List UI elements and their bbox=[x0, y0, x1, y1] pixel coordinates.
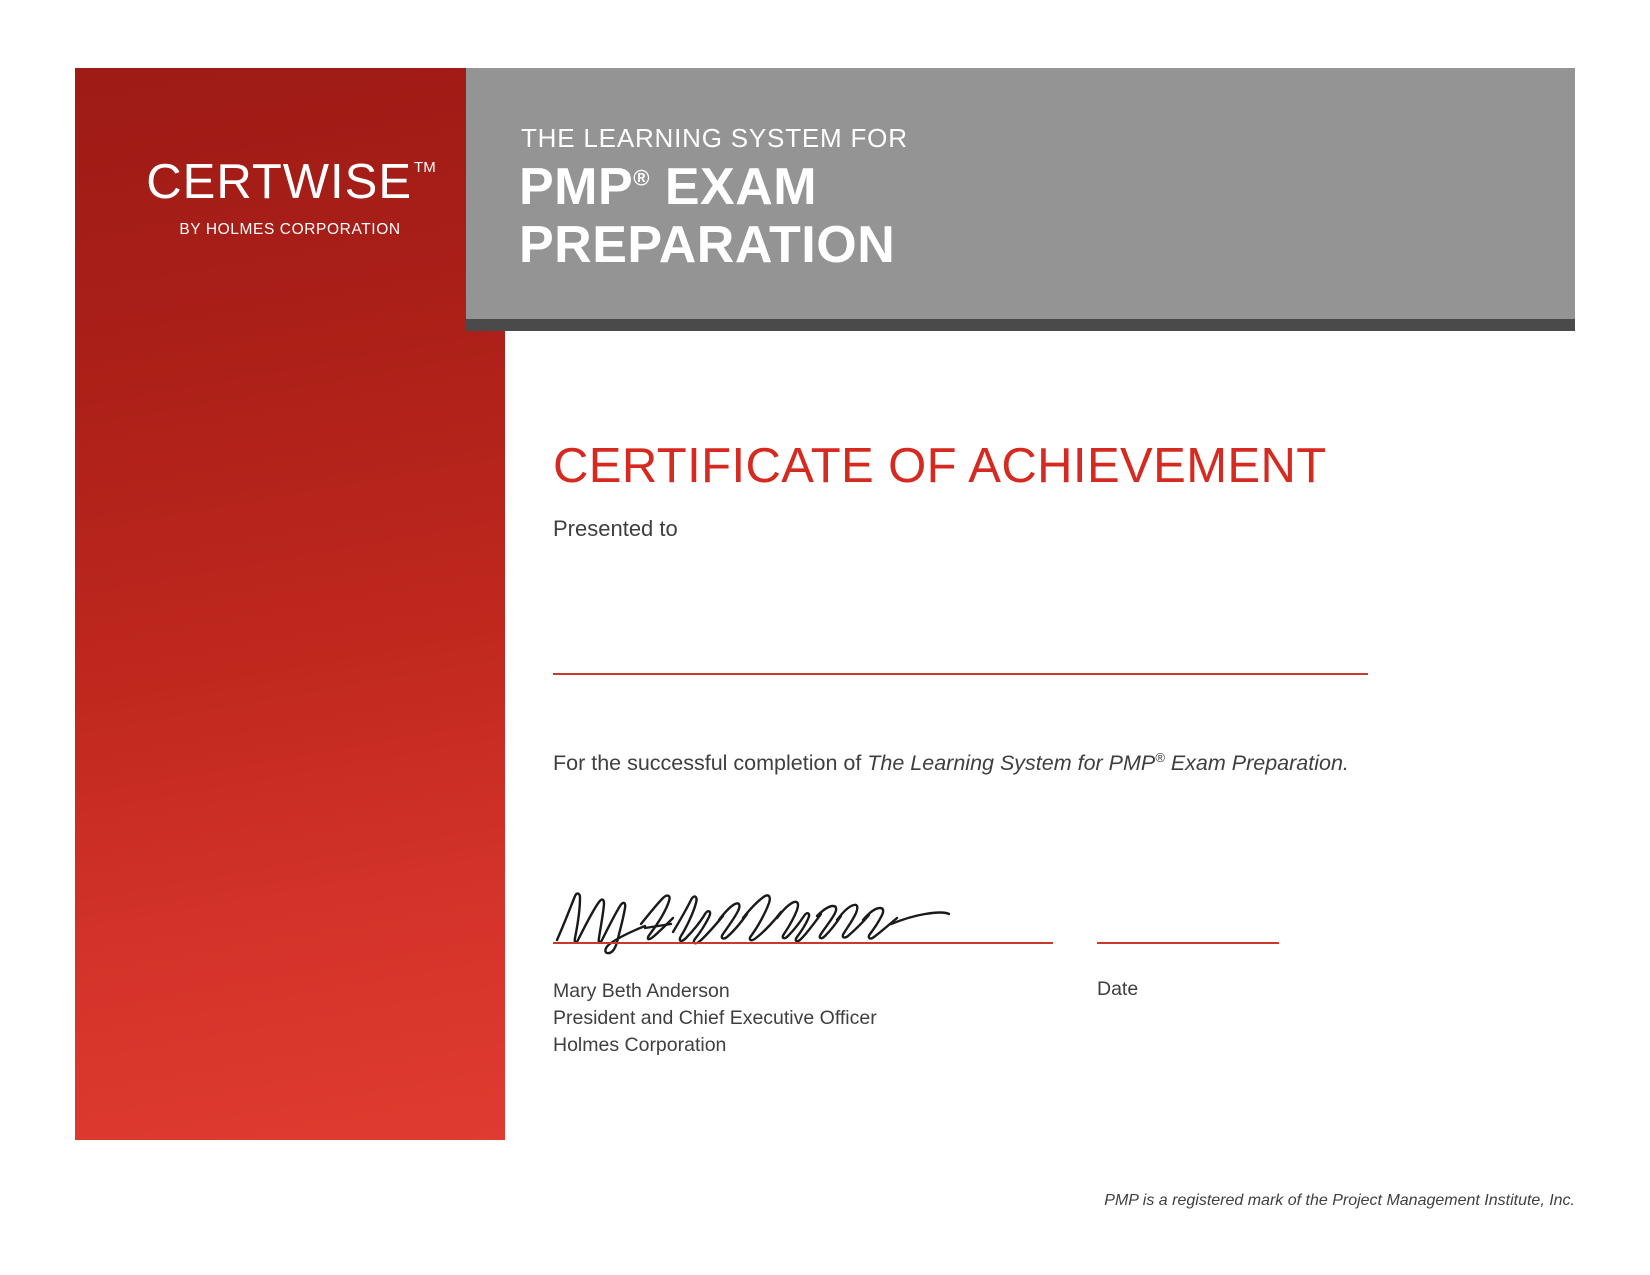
banner-title bbox=[519, 158, 895, 274]
trademark-symbol: TM bbox=[414, 159, 436, 176]
signatory-organization: Holmes Corporation bbox=[553, 1033, 727, 1056]
signatory-name: Mary Beth Anderson bbox=[553, 980, 730, 1002]
date-label: Date bbox=[1097, 978, 1139, 1000]
certwise-byline: BY HOLMES CORPORATION bbox=[179, 221, 401, 238]
banner-shadow-bar bbox=[466, 319, 1575, 331]
page-title: CERTIFICATE OF ACHIEVEMENT bbox=[553, 439, 1327, 493]
signatory-block bbox=[553, 978, 877, 1059]
certwise-wordmark-text: CERTWISE bbox=[146, 155, 413, 209]
signature-image bbox=[545, 880, 985, 960]
date-rule bbox=[1097, 942, 1279, 944]
certwise-logo bbox=[75, 155, 505, 239]
certificate-body bbox=[553, 440, 1503, 542]
completion-statement bbox=[553, 750, 1349, 776]
certwise-wordmark bbox=[146, 155, 436, 209]
recipient-name-rule bbox=[553, 673, 1368, 675]
banner-eyebrow: THE LEARNING SYSTEM FOR bbox=[521, 123, 908, 153]
banner-title-line1 bbox=[519, 158, 817, 216]
banner-title-pmp: PMP bbox=[519, 158, 634, 216]
completion-program-text-2: Exam Preparation. bbox=[1164, 751, 1349, 776]
registered-mark-icon: ® bbox=[1155, 750, 1165, 765]
trademark-footnote: PMP is a registered mark of the Project Management Institute, Inc. bbox=[1104, 1192, 1575, 1209]
signature-rule bbox=[553, 942, 1053, 944]
completion-program-text-1: The Learning System for PMP bbox=[867, 751, 1156, 776]
completion-prefix: For the successful completion of bbox=[553, 751, 868, 776]
signatory-title: President and Chief Executive Officer bbox=[553, 1006, 877, 1029]
presented-to-label: Presented to bbox=[553, 515, 678, 541]
brand-panel bbox=[75, 68, 505, 1140]
registered-mark-icon: ® bbox=[633, 165, 650, 191]
program-banner bbox=[466, 68, 1575, 319]
banner-title-line2: PREPARATION bbox=[519, 216, 896, 275]
completion-program-name bbox=[867, 751, 1349, 775]
banner-title-exam: EXAM bbox=[649, 158, 818, 216]
